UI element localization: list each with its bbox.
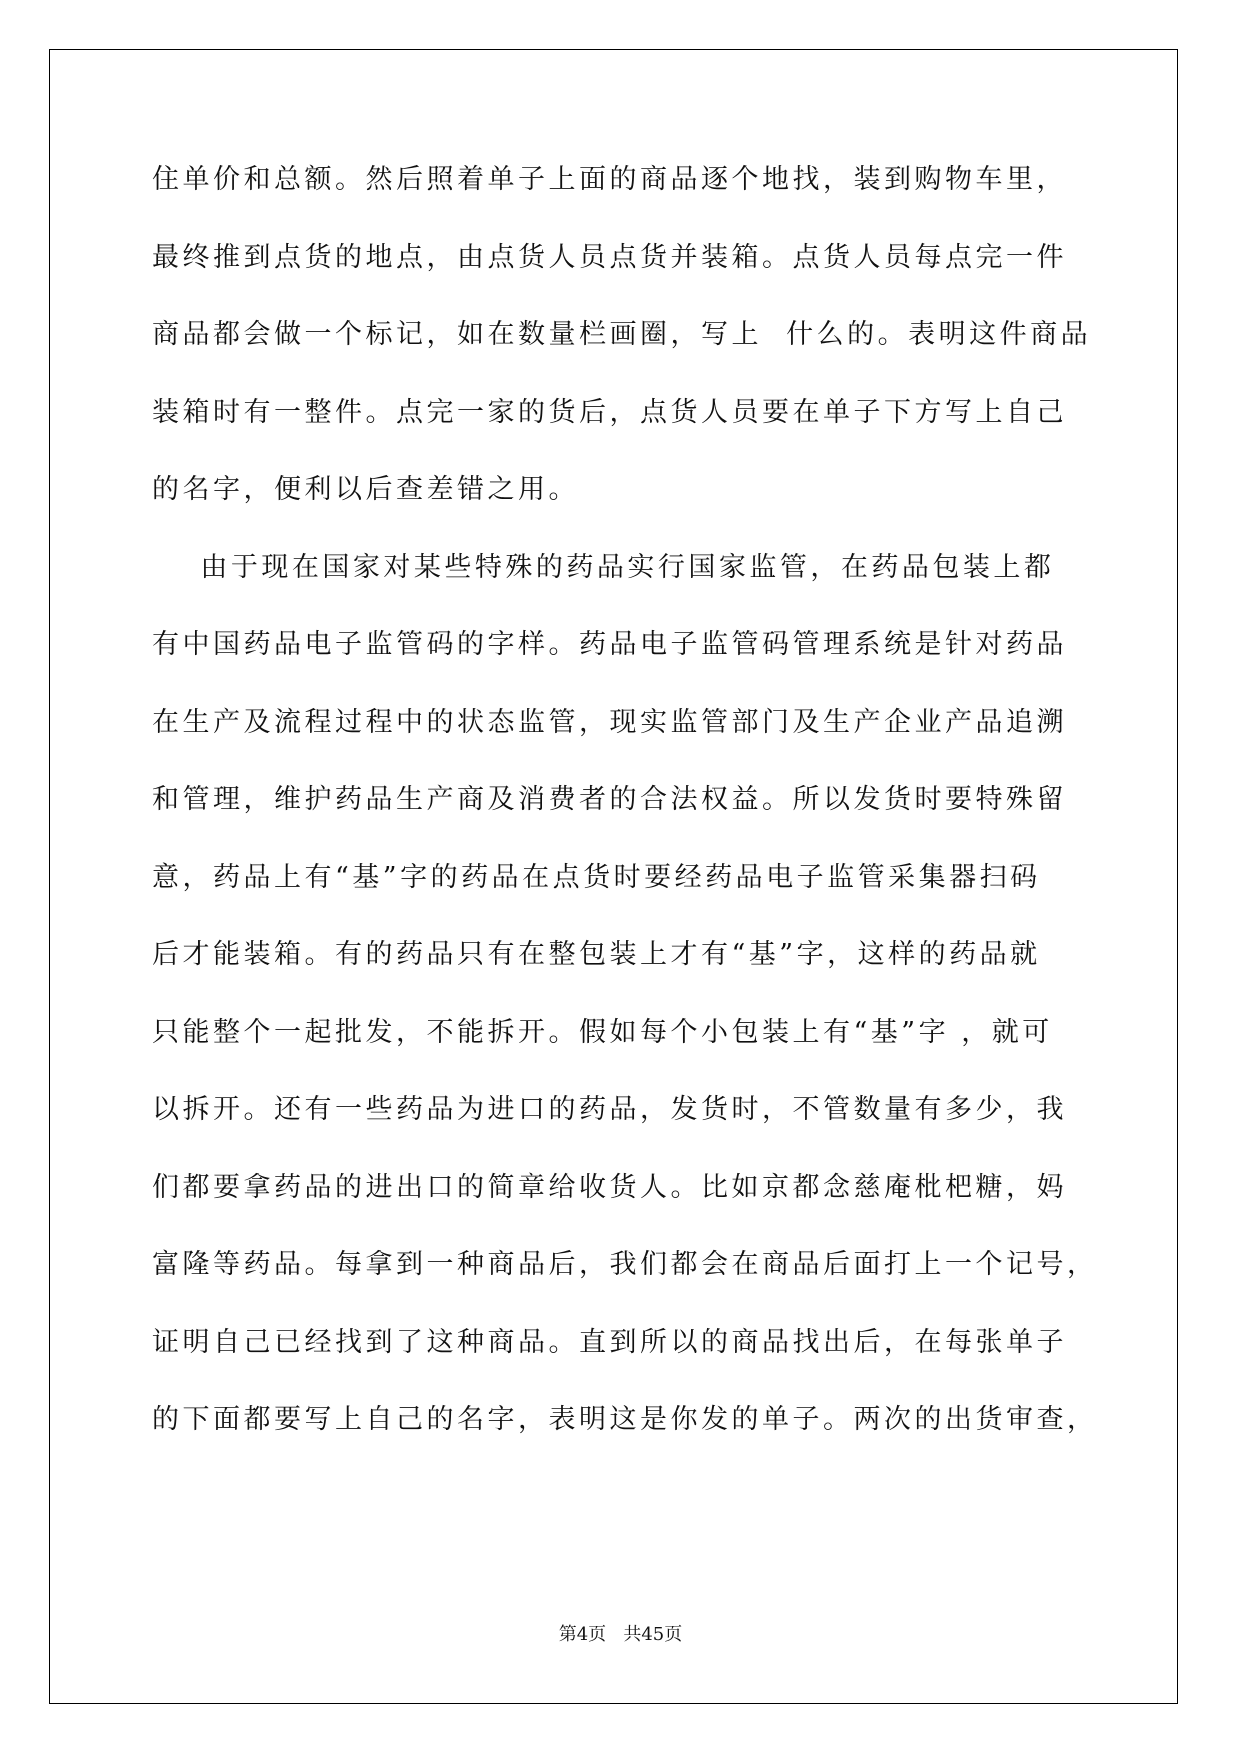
text-line: 住单价和总额。然后照着单子上面的商品逐个地找，装到购物车里， <box>152 164 1067 195</box>
text-line: 和管理，维护药品生产商及消费者的合法权益。所以发货时要特殊留 <box>152 784 1067 815</box>
text-line: 的下面都要写上自己的名字，表明这是你发的单子。两次的出货审查， <box>152 1404 1098 1435</box>
text-line: 装箱时有一整件。点完一家的货后，点货人员要在单子下方写上自己 <box>152 396 1067 428</box>
text-line: 后才能装箱。有的药品只有在整包装上才有“基”字，这样的药品就 <box>152 939 1041 970</box>
text-line: 富隆等药品。每拿到一种商品后，我们都会在商品后面打上一个记号， <box>152 1249 1098 1280</box>
text-line: 意，药品上有“基”字的药品在点货时要经药品电子监管采集器扫码 <box>152 861 1041 893</box>
document-body <box>152 160 1098 1478</box>
text-line: 以拆开。还有一些药品为进口的药品，发货时，不管数量有多少，我 <box>152 1094 1067 1125</box>
page-number-footer: 第4页 共45页 <box>558 1624 683 1645</box>
text-line: 们都要拿药品的进出口的简章给收货人。比如京都念慈庵枇杷糖，妈 <box>152 1171 1067 1203</box>
paragraph-start-line: 由于现在国家对某些特殊的药品实行国家监管，在药品包装上都 <box>152 551 1055 583</box>
text-line: 只能整个一起批发，不能拆开。假如每个小包装上有“基”字 ，就可 <box>152 1016 1053 1048</box>
text-line: 的名字，便利以后查差错之用。 <box>152 474 579 505</box>
text-line: 有中国药品电子监管码的字样。药品电子监管码管理系统是针对药品 <box>152 629 1067 660</box>
text-line: 证明自己已经找到了这种商品。直到所以的商品找出后，在每张单子 <box>152 1326 1067 1358</box>
text-line: 商品都会做一个标记，如在数量栏画圈，写上 什么的。表明这件商品 <box>152 319 1092 350</box>
text-line: 最终推到点货的地点，由点货人员点货并装箱。点货人员每点完一件 <box>152 241 1067 273</box>
text-line: 在生产及流程过程中的状态监管，现实监管部门及生产企业产品追溯 <box>152 706 1067 738</box>
